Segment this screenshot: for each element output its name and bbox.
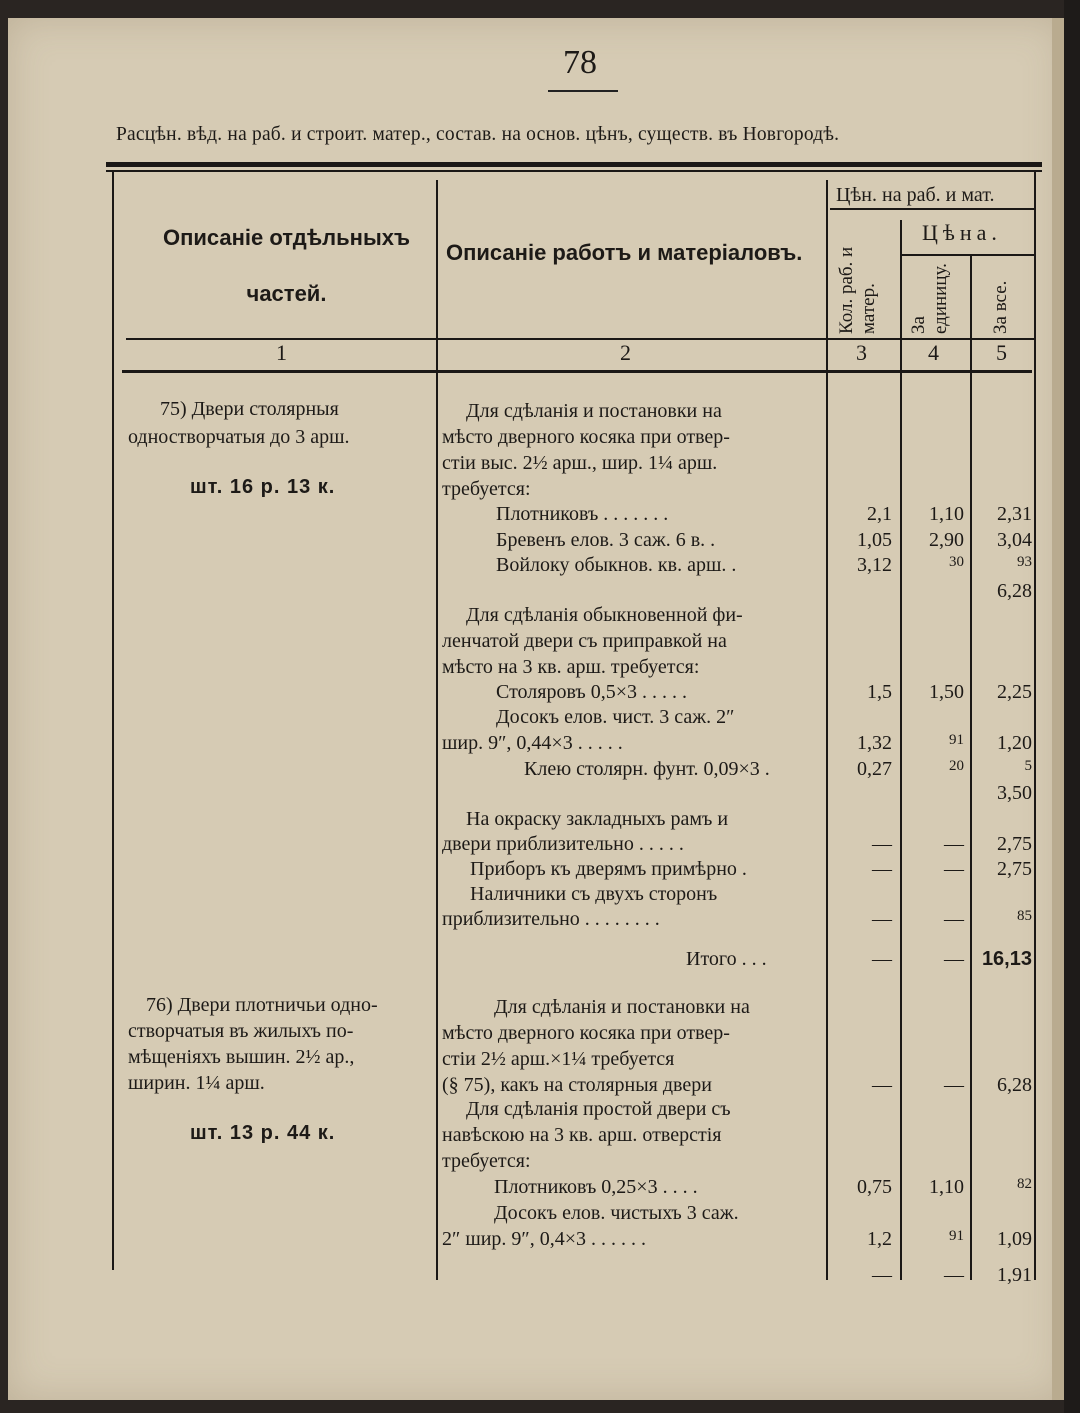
item75-line: приблизительно . . . . . . . .: [442, 908, 660, 930]
dark-border: [1064, 0, 1080, 1413]
item76-title-line1: 76) Двери плотничьи одно-: [146, 994, 378, 1016]
item75-qty: 1,32: [857, 732, 892, 754]
table-top-rule: [106, 162, 1042, 167]
item76-line: Для сдѣланія и постановки на: [494, 996, 750, 1018]
item75-unit: 91: [949, 732, 964, 748]
item75-line: Наличники съ двухъ сторонъ: [470, 883, 718, 905]
item75-line: Клею столярн. фунт. 0,09×3 .: [524, 758, 770, 780]
item75-unit: —: [944, 858, 964, 880]
item76-total: 82: [1017, 1176, 1032, 1192]
page-number-rule: [548, 90, 618, 92]
item75-qty: —: [872, 833, 892, 855]
item75-line: Столяровъ 0,5×3 . . . . .: [496, 681, 688, 703]
table-right-border: [1034, 170, 1036, 1280]
item75-line: Для сдѣланія обыкновенной фи-: [466, 604, 743, 626]
item75-unit: 1,10: [929, 503, 964, 525]
item76-line: стіи 2½ арш.×1¼ требуется: [442, 1048, 675, 1070]
item75-title-line2: одностворчатыя до 3 арш.: [128, 426, 350, 448]
item75-line: мѣсто дверного косяка при отвер-: [442, 426, 730, 448]
col3-divider: [900, 220, 902, 1280]
item76-total: 1,09: [997, 1228, 1032, 1250]
item76-line: мѣсто дверного косяка при отвер-: [442, 1022, 730, 1044]
item76-title-line3: мѣщеніяхъ вышин. 2½ ар.,: [128, 1046, 355, 1068]
item75-total: 2,75: [997, 833, 1032, 855]
item75-qty: —: [872, 908, 892, 930]
item75-line: Приборъ къ дверямъ примѣрно .: [470, 858, 747, 880]
item75-subtotal: 3,50: [997, 782, 1032, 804]
col-number-2: 2: [620, 340, 631, 365]
item75-line: Бревенъ елов. 3 саж. 6 в. .: [496, 529, 716, 551]
item75-unit: 30: [949, 554, 964, 570]
item75-qty: 0,27: [857, 758, 892, 780]
item76-qty: 1,2: [867, 1228, 892, 1250]
item76-line: 2″ шир. 9″, 0,4×3 . . . . . .: [442, 1228, 647, 1250]
item76-qty: —: [872, 1074, 892, 1096]
item76-line: Для сдѣланія простой двери съ: [466, 1098, 731, 1120]
item75-line: Для сдѣланія и постановки на: [466, 400, 722, 422]
item75-line: требуется:: [442, 478, 531, 500]
item75-subtotal: 6,28: [997, 580, 1032, 602]
item76-line: Плотниковъ 0,25×3 . . . .: [494, 1176, 698, 1198]
item75-line: Досокъ елов. чист. 3 саж. 2″: [496, 706, 735, 728]
prices-group-rule: [830, 208, 1035, 210]
item75-total: 85: [1017, 908, 1032, 924]
item75-line: ленчатой двери съ приправкой на: [442, 630, 727, 652]
item76-unit: —: [944, 1264, 964, 1286]
item75-line: шир. 9″, 0,44×3 . . . . .: [442, 732, 623, 754]
item76-title-line4: ширин. 1¼ арш.: [128, 1072, 265, 1094]
item75-grand-qty: —: [872, 948, 892, 970]
page-number: 78: [563, 44, 597, 81]
header-per-unit: За единицу.: [908, 263, 951, 334]
item75-line: мѣсто на 3 кв. арш. требуется:: [442, 656, 700, 678]
item75-qty: 2,1: [867, 503, 892, 525]
item75-line: двери приблизительно . . . . .: [442, 833, 684, 855]
item75-total: 93: [1017, 554, 1032, 570]
item76-line: требуется:: [442, 1150, 531, 1172]
item76-total: 6,28: [997, 1074, 1032, 1096]
header-col1: Описаніе отдѣльныхъ частей.: [162, 225, 411, 306]
item75-qty: 3,12: [857, 554, 892, 576]
item75-total: 2,75: [997, 858, 1032, 880]
item76-title-line2: створчатыя въ жилыхъ по-: [128, 1020, 354, 1042]
item75-qty: —: [872, 858, 892, 880]
item76-unit: —: [944, 1074, 964, 1096]
item75-total: 3,04: [997, 529, 1032, 551]
col-number-1: 1: [276, 340, 287, 365]
item75-unit: —: [944, 908, 964, 930]
item75-total: 1,20: [997, 732, 1032, 754]
header-qty: Кол. раб. и матер.: [836, 246, 879, 334]
col1-divider: [436, 180, 438, 1280]
item75-title-line1: 75) Двери столярныя: [160, 398, 339, 420]
item75-unit: 1,50: [929, 681, 964, 703]
col-number-4: 4: [928, 340, 939, 365]
header-price-group: Цѣна.: [922, 220, 1002, 245]
table-top-rule-thin: [106, 170, 1042, 172]
item75-line: стіи выс. 2½ арш., шир. 1¼ арш.: [442, 452, 718, 474]
item75-price: шт. 16 р. 13 к.: [190, 476, 336, 498]
item75-qty: 1,5: [867, 681, 892, 703]
item76-unit: 1,10: [929, 1176, 964, 1198]
item76-total: 1,91: [997, 1264, 1032, 1286]
table-left-border: [112, 170, 114, 1270]
item75-total: 2,31: [997, 503, 1032, 525]
item75-total: 2,25: [997, 681, 1032, 703]
item76-line: навѣскою на 3 кв. арш. отверстія: [442, 1124, 722, 1146]
item75-grand-unit: —: [944, 948, 964, 970]
col-number-5: 5: [996, 340, 1007, 365]
running-head: Расцѣн. вѣд. на раб. и строит. матер., состав. на основ. цѣнъ, существ. въ Новгородѣ.: [116, 124, 840, 145]
item75-line: Плотниковъ . . . . . . .: [496, 503, 669, 525]
header-bottom-rule: [122, 370, 1032, 373]
item75-total: 5: [1024, 758, 1032, 774]
item75-line: На окраску закладныхъ рамъ и: [466, 808, 729, 830]
item76-qty: —: [872, 1264, 892, 1286]
header-prices-group: Цѣн. на раб. и мат.: [836, 184, 995, 206]
item76-price: шт. 13 р. 44 к.: [190, 1122, 336, 1144]
item76-line: (§ 75), какъ на столярныя двери: [442, 1074, 712, 1096]
col2-divider: [826, 180, 828, 1280]
col-number-3: 3: [856, 340, 867, 365]
item75-unit: 20: [949, 758, 964, 774]
item76-line: Досокъ елов. чистыхъ 3 саж.: [494, 1202, 739, 1224]
item76-qty: 0,75: [857, 1176, 892, 1198]
item76-unit: 91: [949, 1228, 964, 1244]
item75-qty: 1,05: [857, 529, 892, 551]
item75-grand-total: 16,13: [981, 948, 1032, 970]
item75-unit: 2,90: [929, 529, 964, 551]
header-col2: Описаніе работъ и матеріаловъ.: [446, 240, 803, 265]
item75-unit: —: [944, 833, 964, 855]
item75-total-label: Итого . . .: [686, 948, 767, 970]
header-total: За все.: [990, 280, 1011, 334]
item75-line: Войлоку обыкнов. кв. арш. .: [496, 554, 737, 576]
